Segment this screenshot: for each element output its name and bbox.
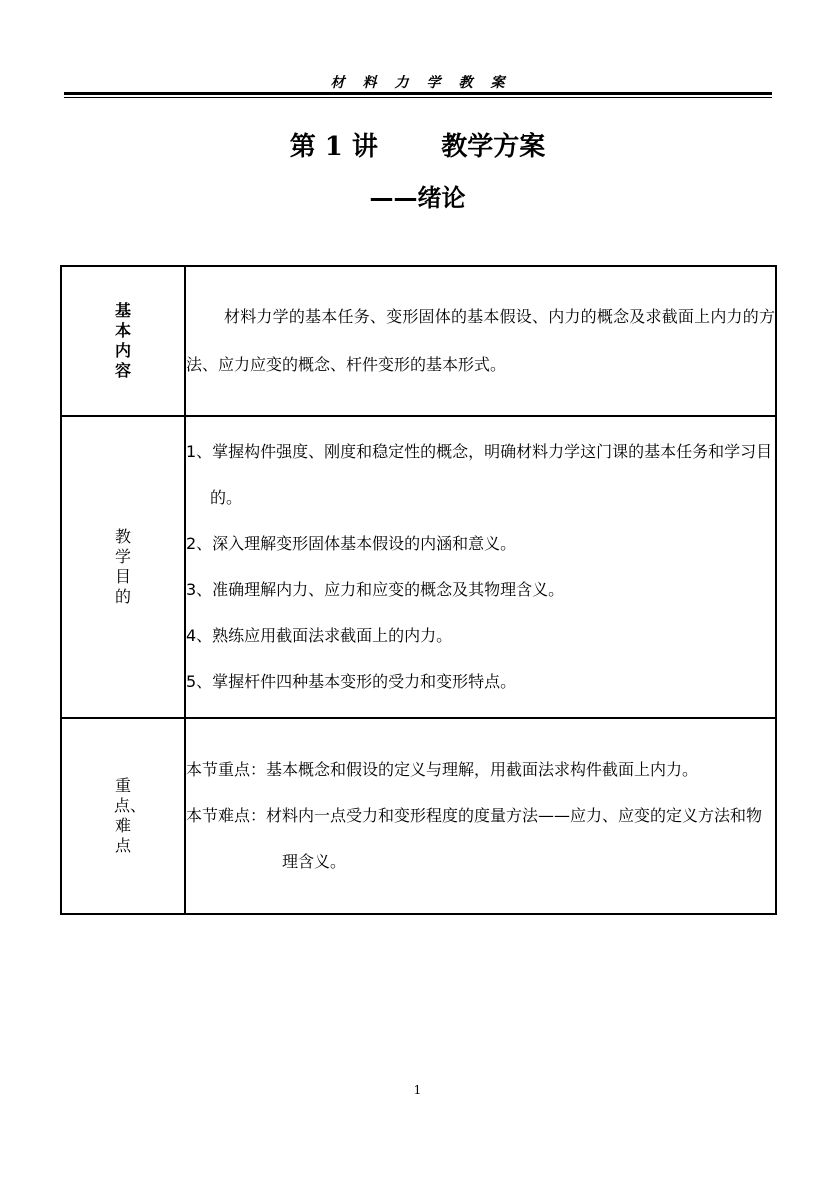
key-points-label: 重点、难点 xyxy=(114,776,147,855)
lecture-title: 第 1 讲 教学方案 xyxy=(289,132,546,162)
difficulty-item: 本节难点：材料内一点受力和变形程度的度量方法——应力、应变的定义方法和物理含义。 xyxy=(186,806,763,871)
header-rule-thick xyxy=(64,92,772,95)
label-cell-basic-content xyxy=(61,266,185,416)
goal-item: 1、掌握构件强度、刚度和稳定性的概念，明确材料力学这门课的基本任务和学习目的。 xyxy=(186,442,773,507)
label-cell-teaching-goals xyxy=(61,416,185,718)
header-title: 材料力学教案 xyxy=(330,75,523,91)
goal-item: 2、深入理解变形固体基本假设的内涵和意义。 xyxy=(186,534,517,553)
basic-content-label: 基本内容 xyxy=(114,301,131,380)
content-cell-basic-content xyxy=(185,266,776,416)
row-basic-content xyxy=(61,266,776,416)
goal-item: 5、掌握杆件四种基本变形的受力和变形特点。 xyxy=(186,672,517,691)
lesson-plan-table xyxy=(60,265,777,915)
header-rule-thin xyxy=(64,97,772,98)
lecture-subtitle: ——绪论 xyxy=(369,184,466,212)
row-key-points xyxy=(61,718,776,914)
teaching-goals-label: 教学目的 xyxy=(114,527,131,606)
goal-item: 4、熟练应用截面法求截面上的内力。 xyxy=(186,626,453,645)
label-cell-key-points xyxy=(61,718,185,914)
basic-content-text: 材料力学的基本任务、变形固体的基本假设、内力的概念及求截面上内力的方法、应力应变的概念、杆件变形的基本形式。 xyxy=(186,307,775,374)
content-cell-teaching-goals xyxy=(185,416,776,718)
content-cell-key-points xyxy=(185,718,776,914)
key-point-item: 本节重点：基本概念和假设的定义与理解，用截面法求构件截面上内力。 xyxy=(186,760,699,779)
row-teaching-goals xyxy=(61,416,776,718)
page-number: 1 xyxy=(413,1083,422,1097)
goal-item: 3、准确理解内力、应力和应变的概念及其物理含义。 xyxy=(186,580,565,599)
